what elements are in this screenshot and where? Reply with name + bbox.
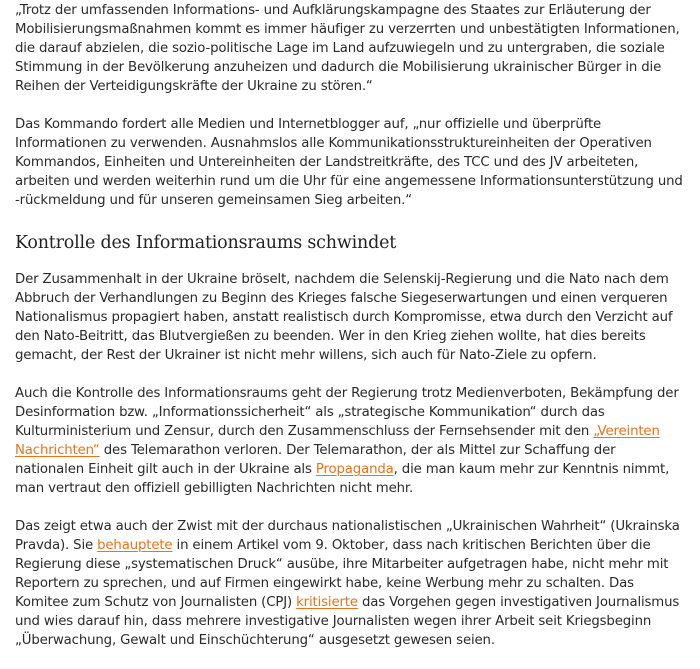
- text-segment: , die man kaum mehr zur Kenntnis nimmt, man vertraut den offiziell gebilligten Nachrichten nicht mehr.: [15, 462, 670, 496]
- text-segment: Das zeigt etwa auch der Zwist mit der durchaus nationalistischen „Ukrainischen Wahrheit“ (Ukrainska Pravda). Sie: [15, 519, 680, 553]
- link-kritisierte[interactable]: kritisierte: [296, 595, 358, 610]
- paragraph-information-control: [15, 384, 687, 498]
- link-vereinte-nachrichten[interactable]: „Vereinten Nachrichten“: [15, 424, 660, 458]
- text-segment: das Vorgehen gegen investigativen Journalismus und wies darauf hin, dass mehrere investigative Journalisten wegen ihrer Arbeit seit Kriegsbeginn „Überwachung, Gewalt und Einschüchterung“ ausgesetzt gewesen seien.: [15, 595, 680, 648]
- article-body: [15, 0, 687, 669]
- text-segment: des Telemarathon verloren. Der Telemarathon, der als Mittel zur Schaffung der nationalen Einheit gilt auch in der Ukraine als: [15, 443, 616, 477]
- text-segment: Auch die Kontrolle des Informationsraums geht der Regierung trotz Medienverboten, Bekämpfung der Desinformation bzw. „Informationssicherheit“ als „strategische Kommunikation“ durch das Kulturministerium und Zensur, durch den Zusammenschluss der Fernsehsender mit den: [15, 386, 679, 439]
- link-propaganda[interactable]: Propaganda: [315, 462, 394, 477]
- text-segment: in einem Artikel vom 9. Oktober, dass nach kritischen Berichten über die Regierung diese „systematischen Druck“ ausübe, ihre Mitarbeiter aufgetragen habe, nicht mehr mit Reportern zu sprechen, und auf Firmen eingewirkt habe, keine Werbung mehr zu schalten. Das Komitee zum Schutz von Journalisten (CPJ): [15, 538, 669, 610]
- section-heading: Kontrolle des Informationsraums schwindet: [15, 233, 397, 253]
- link-behauptete[interactable]: behauptete: [97, 538, 173, 553]
- paragraph-command-appeal: Das Kommando fordert alle Medien und Internetblogger auf, „nur offizielle und überprüfte Informationen zu verwenden. Ausnahmslos alle Kommunikationsstruktureinheiten der Operativen Kommandos, Einheiten und Untereinheiten der Landstreitkräfte, des TCC und des JV arbeiteten, arbeiten und werden weiterhin rund um die Uhr für eine angemessene Informationsunterstützung und -rückmeldung und für unseren gemeinsamen Sieg arbeiten.“: [15, 117, 683, 208]
- paragraph-cohesion: Der Zusammenhalt in der Ukraine bröselt, nachdem die Selenskij-Regierung und die Nato nach dem Abbruch der Verhandlungen zu Beginn des Krieges falsche Siegeserwartungen und einen verqueren Nationalismus propagiert haben, anstatt realistisch durch Kompromisse, etwa durch den Verzicht auf den Nato-Beitritt, das Blutvergießen zu beenden. Wer in den Krieg ziehen wollte, hat dies bereits gemacht, der Rest der Ukrainer ist nicht mehr willens, sich auch für Nato-Ziele zu opfern.: [15, 272, 673, 363]
- paragraph-ukrainska-pravda: [15, 517, 687, 650]
- paragraph-quote-mobilization: „Trotz der umfassenden Informations- und Aufklärungskampagne des Staates zur Erläuterung der Mobilisierungsmaßnahmen kommt es immer häufiger zu verzerrten und unbestätigten Informationen, die darauf abzielen, die sozio-politische Lage im Land aufzuwiegeln und zu untergraben, die soziale Stimmung in der Bevölkerung anzuheizen und dadurch die Mobilisierung ukrainischer Bürger in die Reihen der Verteidigungskräfte der Ukraine zu stören.“: [15, 3, 680, 94]
